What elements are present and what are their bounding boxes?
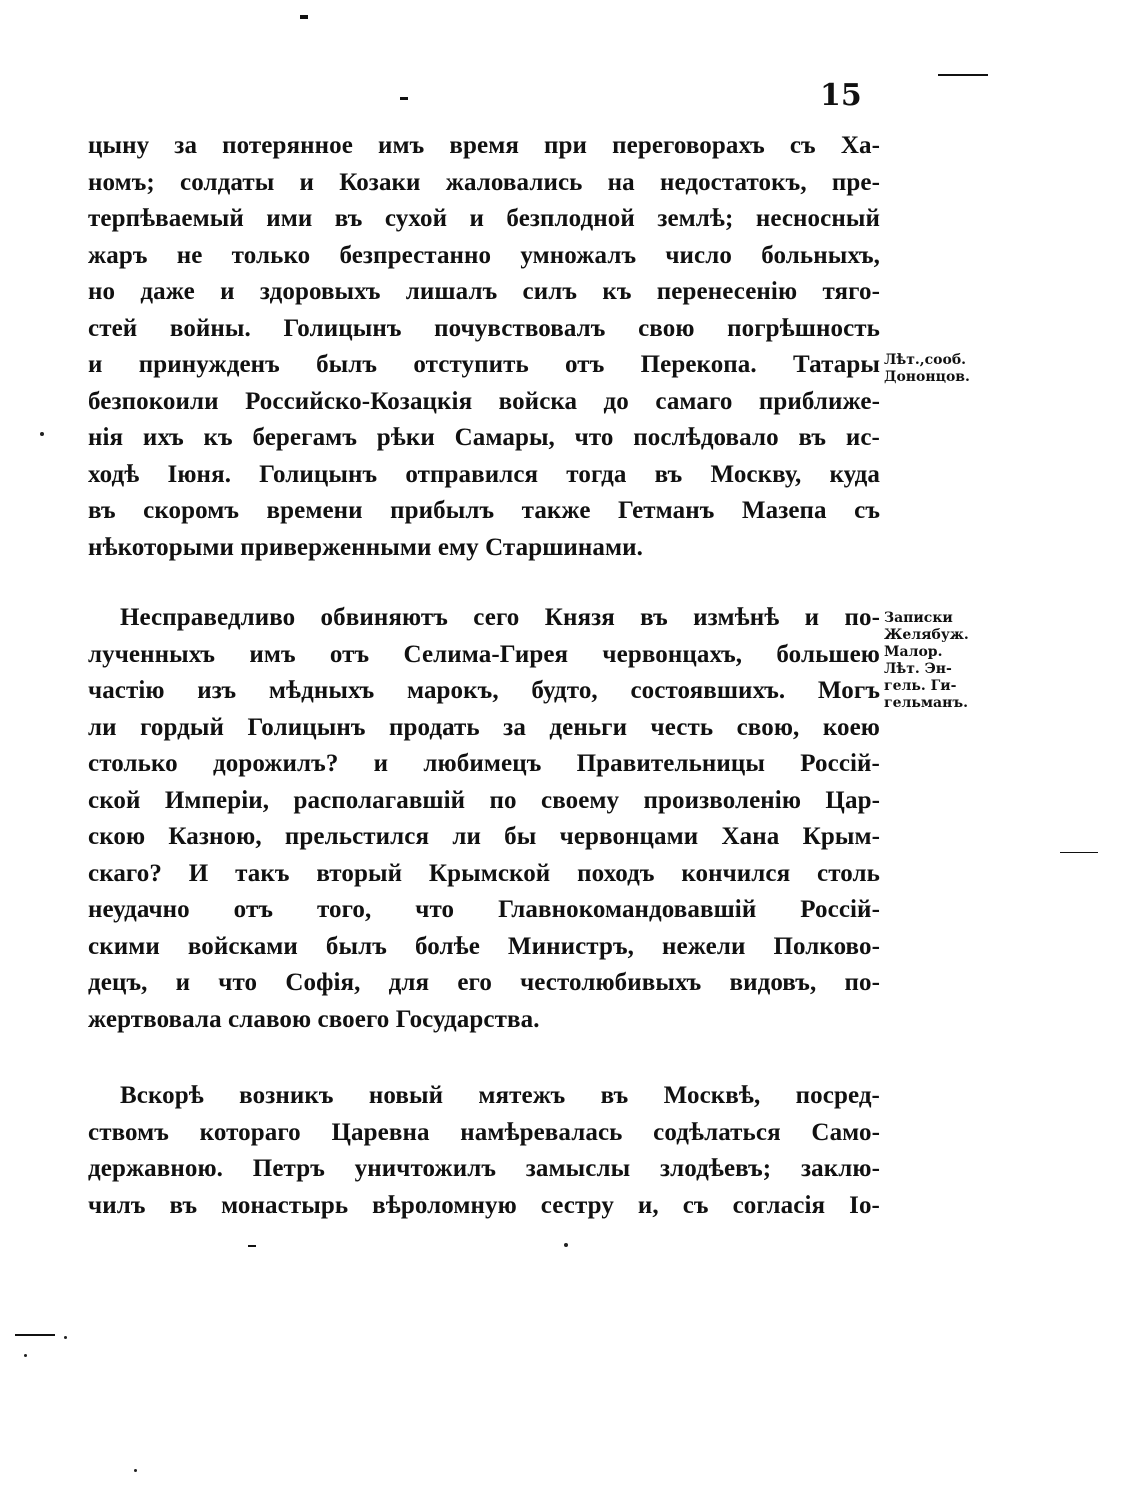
text-line: ходѣ Іюня. Голицынъ отправился тогда въ Москву, куда [88,460,880,488]
text-line: неудачно отъ того, что Главнокомандовавшій Россій- [88,896,880,923]
paragraph-3 [88,1078,880,1224]
scan-mark [300,15,308,19]
text-line: скими войсками былъ болѣе Министръ, нежели Полково- [88,932,880,960]
text-line: Несправедливо обвиняютъ сего Князя въ измѣнѣ и по- [120,604,880,631]
margin-note-line: гельманъ. [884,695,968,711]
text-line: терпѣваемый ими въ сухой и безплодной землѣ; несносный [88,205,880,232]
scan-mark [64,1336,67,1339]
text-line: цыну за потерянное имъ время при переговорахъ съ Ха- [88,132,880,159]
text-line: ствомъ котораго Царевна намѣревалась содѣлаться Само- [88,1118,880,1146]
scan-mark [564,1243,568,1247]
margin-note-line: гель. Ги- [884,678,957,694]
text-line: частію изъ мѣдныхъ марокъ, будто, состоявшихъ. Могъ [88,677,880,704]
text-line: ской Имперіи, располагавшій по своему произволенію Цар- [88,786,880,814]
text-line: нѣкоторыми приверженными ему Старшинами. [88,533,644,561]
paragraph-2 [88,600,880,1038]
page-number: 15 [820,78,862,113]
text-line: Вскорѣ возникъ новый мятежъ въ Москвѣ, посред- [120,1082,880,1109]
text-line: столько дорожилъ? и любимецъ Правительницы Россій- [88,750,880,777]
text-line: безпокоили Российско-Козацкія войска до самаго приближе- [88,387,880,415]
text-line: въ скоромъ времени прибылъ также Гетманъ Мазепа съ [88,497,880,524]
scan-mark [40,432,44,436]
text-line: децъ, и что Софія, для его честолюбивыхъ видовъ, по- [88,969,880,996]
margin-note-line: Лѣт.,сооб. [884,352,967,368]
scan-mark [248,1245,256,1247]
margin-note-2 [884,610,969,712]
margin-note-line: Дононцов. [884,369,970,385]
scan-mark [938,74,988,76]
text-line: ли гордый Голицынъ продать за деньги честь свою, коею [88,713,880,741]
scan-mark [1060,852,1098,853]
text-line: и принужденъ былъ отступить отъ Перекопа. Татары [88,351,880,378]
scan-mark [134,1469,137,1472]
paragraph-1 [88,128,880,566]
text-line: державною. Петръ уничтожилъ замыслы злодѣевъ; заклю- [88,1155,880,1182]
margin-note-line: Малор. [884,644,943,660]
text-line: но даже и здоровыхъ лишалъ силъ къ перенесенію тяго- [88,278,880,305]
margin-note-1 [884,352,970,386]
scan-mark [24,1354,27,1357]
text-line: жертвовала славою своего Государства. [88,1005,540,1033]
text-line: скою Казною, прельстился ли бы червонцами Хана Крым- [88,823,880,850]
text-line: жаръ не только безпрестанно умножалъ число больныхъ, [88,241,880,269]
text-line: номъ; солдаты и Козаки жаловались на недостатокъ, пре- [88,168,880,196]
margin-note-line: Лѣт. Эн- [884,661,952,677]
text-line: стей войны. Голицынъ почувствовалъ свою погрѣшность [88,314,880,342]
margin-note-line: Записки [884,610,953,626]
text-line: чилъ въ монастырь вѣроломную сестру и, съ согласія Іо- [88,1191,880,1219]
text-line: лученныхъ имъ отъ Селима-Гирея червонцахъ, большею [88,640,880,668]
text-line: нія ихъ къ берегамъ рѣки Самары, что послѣдовало въ ис- [88,424,880,451]
text-line: скаго? И такъ вторый Крымской походъ кончился столь [88,859,880,887]
margin-note-line: Желябуж. [884,627,969,643]
scan-mark [15,1334,55,1336]
scan-mark [400,97,408,100]
